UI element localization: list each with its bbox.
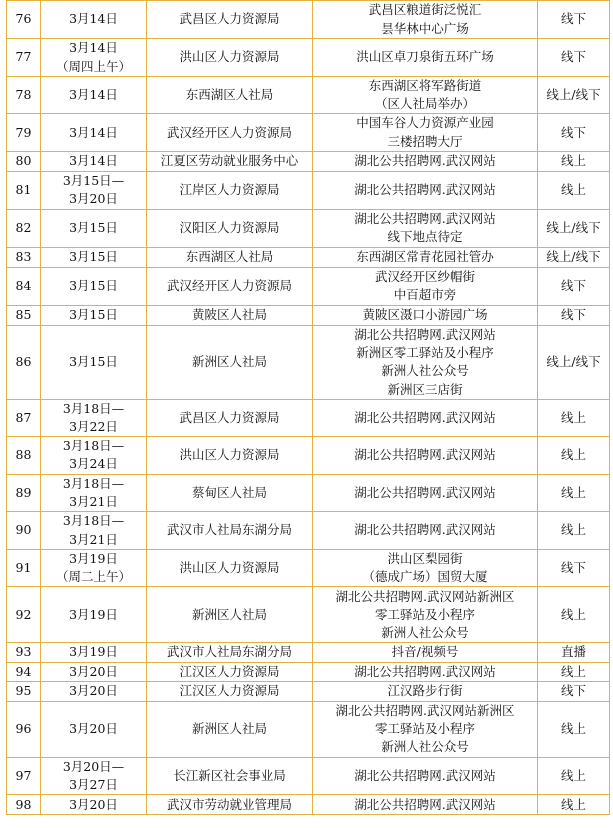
row-number-cell: 80 (7, 151, 41, 171)
date-cell-line: 3月14日 (69, 87, 118, 103)
date-cell-line: 3月20日 (69, 721, 118, 737)
table-row (7, 39, 610, 77)
organizer-cell: 东西湖区人社局 (147, 247, 313, 267)
row-number-cell: 84 (7, 267, 41, 305)
location-cell (313, 795, 538, 815)
location-cell-line: 湖北公共招聘网.武汉网站 (354, 796, 496, 812)
date-cell-line: 3月20日— (62, 758, 125, 774)
table-row (7, 757, 610, 794)
location-cell-line: 新洲人社公众号 (381, 739, 469, 755)
table-row (7, 171, 610, 209)
mode-cell: 直播 (538, 643, 610, 662)
mode-cell: 线上/线下 (538, 247, 610, 267)
location-cell (313, 662, 538, 681)
table-row (7, 1, 610, 39)
date-cell (41, 681, 147, 701)
location-cell-line: 线下地点待定 (387, 229, 463, 245)
location-cell-line: 湖北公共招聘网.武汉网站 (354, 326, 496, 342)
mode-cell: 线上/线下 (538, 325, 610, 399)
mode-cell: 线下 (538, 1, 610, 39)
date-cell-line: 3月22日 (69, 419, 118, 435)
location-cell-line: 新洲人社公众号 (381, 625, 469, 641)
date-cell-line: 3月19日 (69, 644, 118, 660)
row-number-cell: 92 (7, 587, 41, 643)
date-cell (41, 151, 147, 171)
location-cell (313, 757, 538, 794)
organizer-cell: 武汉市劳动就业管理局 (147, 795, 313, 815)
organizer-cell: 武汉市人社局东湖分局 (147, 643, 313, 662)
date-cell-line: 3月14日 (69, 153, 118, 169)
mode-cell: 线上 (538, 701, 610, 757)
table-row (7, 474, 610, 511)
date-cell-line: 3月14日 (69, 11, 118, 27)
location-cell-line: 东西湖区将军路街道 (368, 78, 482, 93)
organizer-cell: 蔡甸区人社局 (147, 474, 313, 511)
row-number-cell: 89 (7, 474, 41, 511)
location-cell (313, 681, 538, 701)
date-cell-line: 3月18日— (62, 438, 125, 454)
location-cell-line: 湖北公共招聘网.武汉网站新洲区 (335, 703, 515, 719)
location-cell-line: 江汉路步行街 (387, 683, 463, 699)
table-row (7, 550, 610, 587)
date-cell (41, 643, 147, 662)
date-cell-line: 3月20日 (69, 683, 118, 699)
location-cell-line: 湖北公共招聘网.武汉网站 (354, 153, 496, 169)
mode-cell: 线上 (538, 662, 610, 681)
organizer-cell: 新洲区人社局 (147, 325, 313, 399)
table-row (7, 267, 610, 305)
date-cell-line: 3月19日 (69, 606, 118, 622)
row-number-cell: 85 (7, 305, 41, 325)
organizer-cell: 江汉区人力资源局 (147, 681, 313, 701)
date-cell (41, 701, 147, 757)
table-row (7, 795, 610, 815)
date-cell-line: 3月24日 (69, 456, 118, 472)
date-cell (41, 757, 147, 794)
organizer-cell: 长江新区社会事业局 (147, 757, 313, 794)
date-cell (41, 39, 147, 77)
location-cell-line: （区人社局举办） (374, 96, 475, 112)
mode-cell: 线下 (538, 114, 610, 151)
mode-cell: 线上 (538, 437, 610, 474)
table-row (7, 643, 610, 662)
row-number-cell: 87 (7, 399, 41, 436)
row-number-cell: 88 (7, 437, 41, 474)
location-cell-line: 抖音/视频号 (391, 644, 459, 660)
row-number-cell: 82 (7, 209, 41, 247)
location-cell-line: 湖北公共招聘网.武汉网站新洲区 (335, 588, 515, 604)
date-cell-line: 3月27日 (69, 777, 118, 793)
table-row (7, 305, 610, 325)
table-row (7, 662, 610, 681)
location-cell-line: 湖北公共招聘网.武汉网站 (354, 663, 496, 679)
date-cell (41, 267, 147, 305)
mode-cell: 线上/线下 (538, 77, 610, 114)
date-cell-line: 3月18日— (62, 513, 125, 529)
location-cell-line: 武汉经开区纱帽街 (374, 269, 475, 285)
location-cell-line: 湖北公共招聘网.武汉网站 (354, 447, 496, 463)
date-cell-line: 3月20日 (69, 796, 118, 812)
location-cell (313, 512, 538, 550)
location-cell-line: 湖北公共招聘网.武汉网站 (354, 182, 496, 198)
location-cell (313, 1, 538, 39)
date-cell (41, 114, 147, 151)
date-cell (41, 325, 147, 399)
row-number-cell: 95 (7, 681, 41, 701)
mode-cell: 线上 (538, 474, 610, 511)
date-cell-line: 3月15日 (69, 278, 118, 294)
location-cell (313, 267, 538, 305)
location-cell (313, 171, 538, 209)
mode-cell: 线上/线下 (538, 209, 610, 247)
organizer-cell: 洪山区人力资源局 (147, 39, 313, 77)
mode-cell: 线上 (538, 795, 610, 815)
table-row (7, 77, 610, 114)
location-cell-line: 湖北公共招聘网.武汉网站 (354, 211, 496, 227)
location-cell (313, 151, 538, 171)
location-cell-line: 新洲区三店街 (387, 381, 463, 397)
date-cell-line: 3月15日— (62, 173, 125, 189)
row-number-cell: 83 (7, 247, 41, 267)
location-cell-line: 昙华林中心广场 (381, 20, 469, 36)
date-cell (41, 209, 147, 247)
date-cell-line: 3月14日 (69, 124, 118, 140)
job-fair-schedule-table (6, 0, 610, 815)
mode-cell: 线上 (538, 512, 610, 550)
organizer-cell: 洪山区人力资源局 (147, 550, 313, 587)
row-number-cell: 94 (7, 662, 41, 681)
table-row (7, 512, 610, 550)
date-cell-line: 3月15日 (69, 220, 118, 236)
table-row (7, 437, 610, 474)
location-cell-line: 东西湖区常青花园社管办 (356, 249, 494, 265)
organizer-cell: 东西湖区人社局 (147, 77, 313, 114)
location-cell-line: 新洲人社公众号 (381, 363, 469, 379)
mode-cell: 线上 (538, 171, 610, 209)
mode-cell: 线上 (538, 757, 610, 794)
date-cell-line: （周四上午） (55, 58, 131, 74)
mode-cell: 线下 (538, 681, 610, 701)
mode-cell: 线上 (538, 399, 610, 436)
location-cell (313, 325, 538, 399)
date-cell-line: 3月18日— (62, 400, 125, 416)
date-cell-line: 3月18日— (62, 475, 125, 491)
location-cell-line: 新洲区零工驿站及小程序 (356, 345, 494, 361)
table-row (7, 681, 610, 701)
table-row (7, 247, 610, 267)
mode-cell: 线下 (538, 305, 610, 325)
date-cell (41, 512, 147, 550)
date-cell (41, 77, 147, 114)
organizer-cell: 汉阳区人力资源局 (147, 209, 313, 247)
location-cell (313, 437, 538, 474)
date-cell-line: 3月19日 (69, 551, 118, 567)
location-cell (313, 39, 538, 77)
date-cell-line: 3月15日 (69, 307, 118, 323)
location-cell-line: 三楼招聘大厅 (387, 133, 463, 149)
location-cell (313, 399, 538, 436)
date-cell-line: （周二上午） (55, 569, 131, 585)
organizer-cell: 新洲区人社局 (147, 587, 313, 643)
date-cell (41, 1, 147, 39)
date-cell-line: 3月21日 (69, 531, 118, 547)
date-cell (41, 437, 147, 474)
location-cell-line: 洪山区卓刀泉街五环广场 (356, 49, 494, 65)
organizer-cell: 黄陂区人社局 (147, 305, 313, 325)
table-row (7, 114, 610, 151)
location-cell-line: 中百超市旁 (393, 287, 457, 303)
location-cell-line: 武昌区粮道街泛悦汇 (368, 2, 482, 18)
organizer-cell: 武昌区人力资源局 (147, 1, 313, 39)
date-cell (41, 474, 147, 511)
row-number-cell: 81 (7, 171, 41, 209)
location-cell-line: 洪山区梨园街 (387, 551, 463, 567)
location-cell (313, 247, 538, 267)
row-number-cell: 86 (7, 325, 41, 399)
row-number-cell: 77 (7, 39, 41, 77)
date-cell (41, 795, 147, 815)
date-cell (41, 587, 147, 643)
table-row (7, 209, 610, 247)
table-row (7, 151, 610, 171)
location-cell-line: 中国车谷人力资源产业园 (356, 115, 494, 131)
table-row (7, 399, 610, 436)
location-cell (313, 701, 538, 757)
location-cell-line: 黄陂区滠口小游园广场 (362, 307, 488, 323)
organizer-cell: 武昌区人力资源局 (147, 399, 313, 436)
date-cell (41, 550, 147, 587)
location-cell-line: 零工驿站及小程序 (374, 721, 475, 737)
date-cell (41, 171, 147, 209)
location-cell (313, 114, 538, 151)
location-cell (313, 305, 538, 325)
location-cell-line: （德成广场）国贸大厦 (362, 569, 488, 585)
date-cell-line: 3月20日 (69, 191, 118, 207)
location-cell (313, 77, 538, 114)
location-cell-line: 湖北公共招聘网.武汉网站 (354, 767, 496, 783)
date-cell-line: 3月14日 (69, 40, 118, 56)
schedule-table-body (7, 1, 610, 815)
table-row (7, 325, 610, 399)
mode-cell: 线下 (538, 550, 610, 587)
location-cell-line: 湖北公共招聘网.武汉网站 (354, 409, 496, 425)
date-cell-line: 3月15日 (69, 249, 118, 265)
row-number-cell: 76 (7, 1, 41, 39)
mode-cell: 线下 (538, 39, 610, 77)
organizer-cell: 江岸区人力资源局 (147, 171, 313, 209)
row-number-cell: 78 (7, 77, 41, 114)
mode-cell: 线上 (538, 587, 610, 643)
organizer-cell: 江汉区人力资源局 (147, 662, 313, 681)
date-cell (41, 247, 147, 267)
organizer-cell: 武汉经开区人力资源局 (147, 114, 313, 151)
location-cell (313, 550, 538, 587)
location-cell-line: 湖北公共招聘网.武汉网站 (354, 484, 496, 500)
table-row (7, 587, 610, 643)
table-row (7, 701, 610, 757)
date-cell-line: 3月15日 (69, 354, 118, 370)
date-cell-line: 3月20日 (69, 663, 118, 679)
location-cell (313, 209, 538, 247)
date-cell-line: 3月21日 (69, 493, 118, 509)
location-cell-line: 零工驿站及小程序 (374, 606, 475, 622)
organizer-cell: 新洲区人社局 (147, 701, 313, 757)
row-number-cell: 98 (7, 795, 41, 815)
row-number-cell: 91 (7, 550, 41, 587)
organizer-cell: 洪山区人力资源局 (147, 437, 313, 474)
mode-cell: 线上 (538, 151, 610, 171)
location-cell (313, 474, 538, 511)
row-number-cell: 96 (7, 701, 41, 757)
row-number-cell: 97 (7, 757, 41, 794)
organizer-cell: 武汉市人社局东湖分局 (147, 512, 313, 550)
location-cell (313, 587, 538, 643)
date-cell (41, 399, 147, 436)
date-cell (41, 662, 147, 681)
date-cell (41, 305, 147, 325)
location-cell (313, 643, 538, 662)
organizer-cell: 江夏区劳动就业服务中心 (147, 151, 313, 171)
row-number-cell: 90 (7, 512, 41, 550)
row-number-cell: 93 (7, 643, 41, 662)
location-cell-line: 湖北公共招聘网.武汉网站 (354, 522, 496, 538)
row-number-cell: 79 (7, 114, 41, 151)
mode-cell: 线下 (538, 267, 610, 305)
organizer-cell: 武汉经开区人力资源局 (147, 267, 313, 305)
